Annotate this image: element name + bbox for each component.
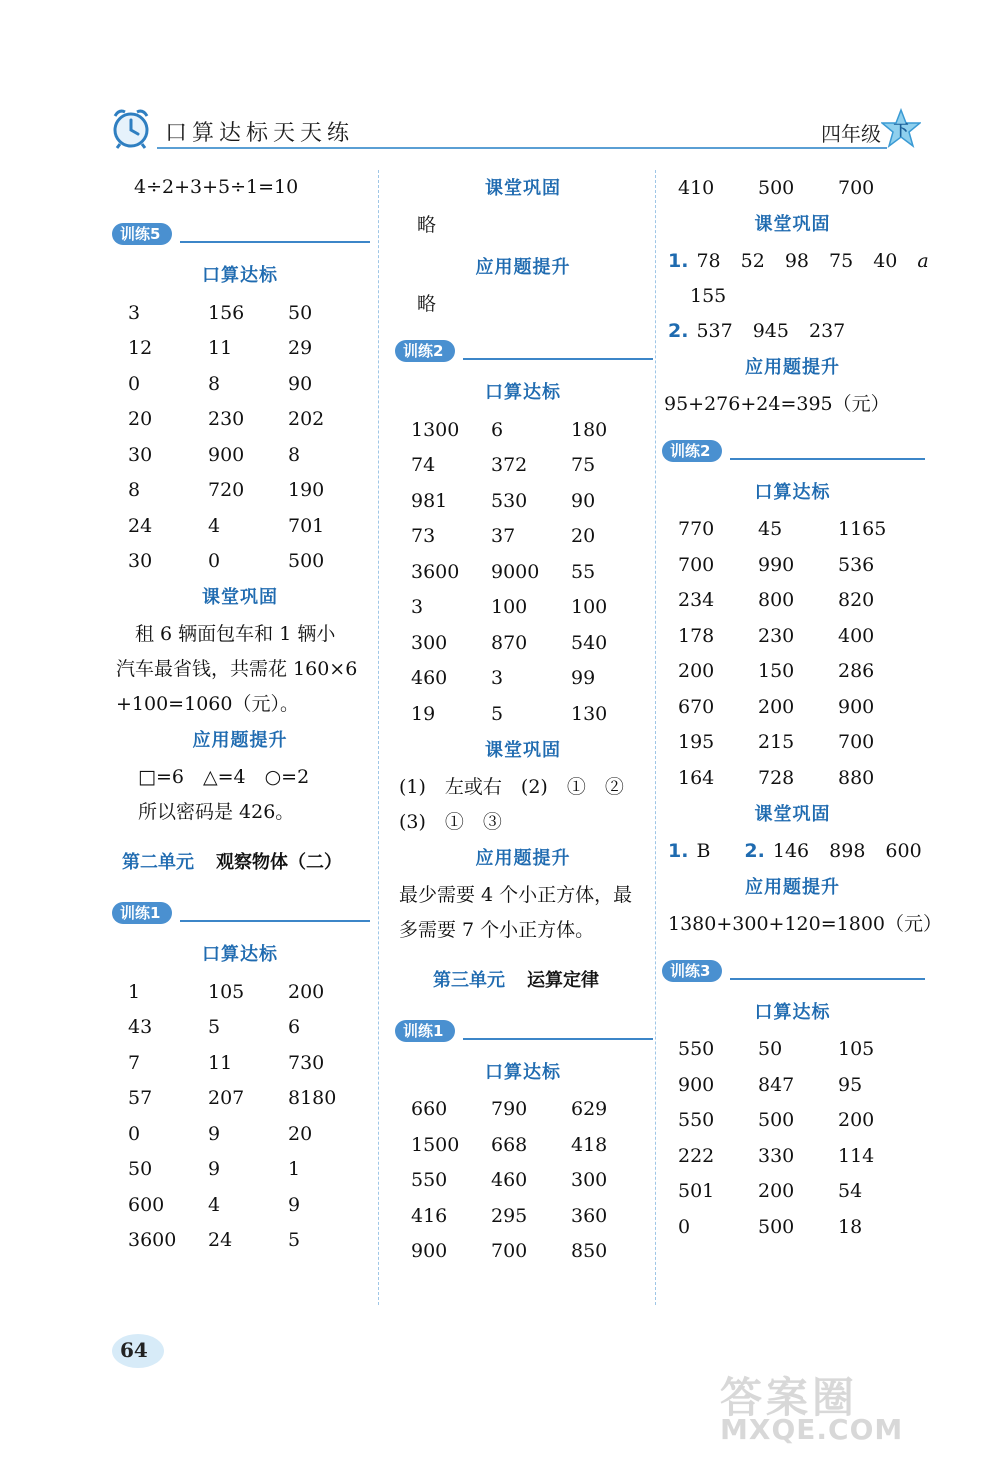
table-cell: 400 <box>838 624 875 647</box>
table-cell: 30 <box>128 443 153 466</box>
answer-table <box>678 170 918 206</box>
table-cell: 330 <box>758 1144 795 1167</box>
table-cell: 5 <box>288 1229 301 1252</box>
section-title: 课堂巩固 <box>202 587 278 608</box>
column-divider <box>378 170 379 1305</box>
table-row <box>411 1092 651 1128</box>
table-cell: 95 <box>838 1073 863 1096</box>
table-row <box>411 412 651 448</box>
table-row <box>128 473 368 509</box>
column-1 <box>110 170 370 1258</box>
table-cell: 1 <box>128 980 141 1003</box>
table-row <box>678 1209 918 1245</box>
table-cell: 50 <box>758 1038 783 1061</box>
training-header <box>393 334 653 370</box>
table-row <box>128 974 368 1010</box>
answer-paragraph: 租 6 辆面包车和 1 辆小 汽车最省钱，共需花 160×6 +100=1060（元）。 <box>116 623 358 715</box>
table-cell: 150 <box>758 660 795 683</box>
table-row <box>128 1223 368 1259</box>
table-cell: 50 <box>288 301 313 324</box>
table-row <box>128 1010 368 1046</box>
table-cell: 847 <box>758 1073 795 1096</box>
table-cell: 1300 <box>411 418 460 441</box>
table-cell: 668 <box>491 1133 528 1156</box>
table-cell: 790 <box>491 1098 528 1121</box>
table-row <box>411 590 651 626</box>
table-cell: 30 <box>128 550 153 573</box>
header-rule <box>157 147 887 149</box>
table-cell: 105 <box>208 980 245 1003</box>
answer-line: 1380+300+120=1800（元） <box>668 912 942 935</box>
table-cell: 286 <box>838 660 875 683</box>
training-header <box>660 434 925 470</box>
table-row <box>678 1174 918 1210</box>
section-title: 应用题提升 <box>745 876 840 898</box>
table-cell: 550 <box>678 1109 715 1132</box>
table-row <box>678 547 918 583</box>
table-row <box>678 1032 918 1068</box>
table-row <box>678 689 918 725</box>
table-cell: 200 <box>678 660 715 683</box>
table-cell: 9000 <box>491 560 540 583</box>
table-row <box>411 625 651 661</box>
table-cell: 3 <box>411 596 424 619</box>
table-cell: 900 <box>411 1240 448 1263</box>
table-cell: 820 <box>838 589 875 612</box>
grade-label: 四年级 <box>821 122 881 146</box>
answer-line: 155 <box>690 284 727 307</box>
answer-paragraph: □=6 △=4 ○=2 所以密码是 426。 <box>138 766 310 823</box>
table-cell: 600 <box>128 1193 165 1216</box>
volume-star-icon <box>881 108 921 148</box>
table-cell: 230 <box>758 624 795 647</box>
table-cell: 500 <box>758 1215 795 1238</box>
table-cell: 418 <box>571 1133 608 1156</box>
table-cell: 55 <box>571 560 596 583</box>
table-cell: 7 <box>128 1051 141 1074</box>
table-cell: 981 <box>411 489 448 512</box>
section-title: 课堂巩固 <box>485 739 561 761</box>
table-cell: 12 <box>128 337 153 360</box>
table-row <box>128 366 368 402</box>
table-cell: 11 <box>208 1051 233 1074</box>
table-cell: 372 <box>491 454 528 477</box>
table-cell: 1500 <box>411 1133 460 1156</box>
table-cell: 19 <box>411 702 436 725</box>
table-row <box>678 760 918 796</box>
training-badge: 训练2 <box>662 440 722 462</box>
table-cell: 178 <box>678 624 715 647</box>
table-cell: 1165 <box>838 518 887 541</box>
training-header <box>110 217 370 253</box>
table-cell: 6 <box>288 1016 301 1039</box>
table-cell: 200 <box>758 695 795 718</box>
section-title: 口算达标 <box>754 1001 831 1023</box>
table-cell: 700 <box>491 1240 528 1263</box>
table-cell: 202 <box>288 408 325 431</box>
table-cell: 29 <box>288 337 313 360</box>
table-cell: 156 <box>208 301 245 324</box>
table-cell: 660 <box>411 1098 448 1121</box>
answer-paragraph: 最少需要 4 个小正方体，最 多需要 7 个小正方体。 <box>399 883 633 941</box>
table-cell: 4 <box>208 514 221 537</box>
table-cell: 99 <box>571 667 596 690</box>
training-header <box>660 954 925 990</box>
table-cell: 416 <box>411 1204 448 1227</box>
section-title: 应用题提升 <box>475 847 571 869</box>
table-cell: 200 <box>838 1109 875 1132</box>
answer-line: 95+276+24=395（元） <box>664 392 890 415</box>
table-cell: 90 <box>288 372 313 395</box>
table-row <box>678 1067 918 1103</box>
table-cell: 164 <box>678 766 715 789</box>
table-cell: 130 <box>571 702 608 725</box>
answer-text: 略 <box>417 293 437 315</box>
table-cell: 540 <box>571 631 608 654</box>
training-header <box>110 896 370 932</box>
table-cell: 20 <box>571 525 596 548</box>
table-cell: 11 <box>208 337 233 360</box>
table-cell: 18 <box>838 1215 863 1238</box>
table-cell: 0 <box>128 1122 141 1145</box>
equation-line: 4÷2+3+5÷1=10 <box>134 176 299 198</box>
table-row <box>411 554 651 590</box>
table-cell: 536 <box>838 553 875 576</box>
table-cell: 720 <box>208 479 245 502</box>
book-title: 口算达标天天练 <box>165 121 355 146</box>
table-cell: 900 <box>208 443 245 466</box>
table-cell: 54 <box>838 1180 863 1203</box>
table-row <box>128 508 368 544</box>
table-cell: 460 <box>411 667 448 690</box>
table-cell: 500 <box>288 550 325 573</box>
table-cell: 770 <box>678 518 715 541</box>
table-cell: 20 <box>288 1122 313 1145</box>
table-cell: 3600 <box>128 1229 177 1252</box>
section-title: 应用题提升 <box>745 356 840 378</box>
table-cell: 200 <box>758 1180 795 1203</box>
table-row <box>128 437 368 473</box>
table-cell: 850 <box>571 1240 608 1263</box>
table-row: 410 500 700 <box>678 176 875 199</box>
answer-table <box>128 295 368 579</box>
training-badge: 训练3 <box>662 960 722 982</box>
column-3 <box>660 170 942 1245</box>
table-cell: 300 <box>571 1169 608 1192</box>
table-cell: 295 <box>491 1204 528 1227</box>
table-cell: 57 <box>128 1087 153 1110</box>
table-row <box>411 448 651 484</box>
table-row <box>678 512 918 548</box>
table-cell: 3 <box>128 301 141 324</box>
table-row <box>128 402 368 438</box>
table-cell: 500 <box>758 1109 795 1132</box>
table-row <box>411 1163 651 1199</box>
answer-line: 1. 78 52 98 75 40 a <box>668 249 929 272</box>
table-cell: 50 <box>128 1158 153 1181</box>
table-cell: 670 <box>678 695 715 718</box>
table-row <box>411 696 651 732</box>
table-row <box>678 583 918 619</box>
table-row <box>411 483 651 519</box>
table-cell: 114 <box>838 1144 875 1167</box>
table-row <box>128 1187 368 1223</box>
table-cell: 300 <box>411 631 448 654</box>
table-row <box>678 618 918 654</box>
table-cell: 3 <box>491 667 504 690</box>
table-cell: 8180 <box>288 1087 337 1110</box>
table-row <box>128 1116 368 1152</box>
table-cell: 701 <box>288 514 325 537</box>
table-cell: 8 <box>208 372 221 395</box>
table-row <box>411 519 651 555</box>
table-cell: 629 <box>571 1098 608 1121</box>
answer-table <box>678 1032 918 1245</box>
table-row <box>678 654 918 690</box>
table-row <box>128 1081 368 1117</box>
table-cell: 207 <box>208 1087 245 1110</box>
training-badge: 训练2 <box>395 340 455 362</box>
table-cell: 728 <box>758 766 795 789</box>
table-cell: 0 <box>208 550 221 573</box>
table-cell: 45 <box>758 518 783 541</box>
table-cell: 9 <box>208 1158 221 1181</box>
table-cell: 74 <box>411 454 436 477</box>
table-cell: 5 <box>491 702 504 725</box>
page-number: 64 <box>120 1338 148 1362</box>
table-cell: 73 <box>411 525 436 548</box>
section-title: 口算达标 <box>754 481 831 503</box>
table-cell: 530 <box>491 489 528 512</box>
table-row <box>128 295 368 331</box>
table-cell: 105 <box>838 1038 875 1061</box>
training-badge: 训练1 <box>395 1020 455 1042</box>
section-title: 口算达标 <box>485 382 561 403</box>
table-cell: 6 <box>491 418 504 441</box>
section-title: 课堂巩固 <box>485 178 561 199</box>
table-cell: 75 <box>571 454 596 477</box>
volume-label: 下 <box>893 121 909 139</box>
alarm-clock-icon <box>109 106 153 150</box>
table-cell: 234 <box>678 589 715 612</box>
table-cell: 195 <box>678 731 715 754</box>
training-badge: 训练1 <box>112 902 172 924</box>
answer-line: 1. B 2. 146 898 600 <box>668 839 922 862</box>
table-cell: 880 <box>838 766 875 789</box>
section-title: 口算达标 <box>202 265 278 286</box>
answer-table <box>411 412 651 732</box>
table-cell: 190 <box>288 479 325 502</box>
table-cell: 9 <box>288 1193 301 1216</box>
page-header <box>105 100 925 160</box>
table-cell: 90 <box>571 489 596 512</box>
table-cell: 37 <box>491 525 516 548</box>
answer-paragraph: (1) 左或右 (2) ① ② (3) ① ③ <box>399 775 624 833</box>
watermark-logo: 答案圈 MXQE.COM <box>720 1373 904 1446</box>
answer-text: 略 <box>417 214 437 236</box>
table-cell: 200 <box>288 980 325 1003</box>
table-cell: 360 <box>571 1204 608 1227</box>
column-divider <box>655 170 656 1305</box>
table-cell: 800 <box>758 589 795 612</box>
section-title: 应用题提升 <box>475 257 571 278</box>
table-cell: 100 <box>571 596 608 619</box>
table-row <box>678 725 918 761</box>
table-row <box>128 331 368 367</box>
table-cell: 990 <box>758 553 795 576</box>
answer-table <box>678 512 918 796</box>
answer-table <box>411 1092 651 1270</box>
table-cell: 24 <box>208 1229 233 1252</box>
table-cell: 700 <box>838 731 875 754</box>
table-cell: 43 <box>128 1016 153 1039</box>
table-cell: 550 <box>678 1038 715 1061</box>
table-cell: 8 <box>128 479 141 502</box>
answer-table <box>128 974 368 1258</box>
section-title: 口算达标 <box>202 944 278 965</box>
table-cell: 9 <box>208 1122 221 1145</box>
table-cell: 222 <box>678 1144 715 1167</box>
unit-title: 第二单元 观察物体（二） <box>122 852 342 873</box>
table-row <box>128 1152 368 1188</box>
answer-line: 2. 537 945 237 <box>668 319 846 342</box>
table-cell: 5 <box>208 1016 221 1039</box>
table-cell: 3600 <box>411 560 460 583</box>
table-cell: 730 <box>288 1051 325 1074</box>
table-cell: 700 <box>678 553 715 576</box>
section-title: 口算达标 <box>485 1061 561 1083</box>
section-title: 课堂巩固 <box>754 803 831 825</box>
table-cell: 20 <box>128 408 153 431</box>
section-title: 应用题提升 <box>192 730 288 751</box>
table-cell: 460 <box>491 1169 528 1192</box>
table-cell: 180 <box>571 418 608 441</box>
table-cell: 24 <box>128 514 153 537</box>
column-2 <box>393 170 653 1269</box>
table-cell: 870 <box>491 631 528 654</box>
table-row <box>678 1138 918 1174</box>
table-row <box>411 661 651 697</box>
table-cell: 900 <box>838 695 875 718</box>
training-header <box>393 1014 653 1050</box>
table-cell: 8 <box>288 443 301 466</box>
section-title: 课堂巩固 <box>754 213 831 235</box>
table-row <box>411 1127 651 1163</box>
table-cell: 0 <box>128 372 141 395</box>
table-cell: 1 <box>288 1158 301 1181</box>
table-row <box>411 1198 651 1234</box>
table-row <box>128 544 368 580</box>
table-cell: 550 <box>411 1169 448 1192</box>
table-cell: 501 <box>678 1180 715 1203</box>
table-cell: 900 <box>678 1073 715 1096</box>
table-row <box>678 1103 918 1139</box>
table-row <box>128 1045 368 1081</box>
unit-title: 第三单元 运算定律 <box>433 969 599 991</box>
table-cell: 230 <box>208 408 245 431</box>
table-row <box>411 1234 651 1270</box>
training-badge: 训练5 <box>112 223 172 245</box>
table-cell: 100 <box>491 596 528 619</box>
table-cell: 215 <box>758 731 795 754</box>
table-cell: 0 <box>678 1215 691 1238</box>
table-cell: 4 <box>208 1193 221 1216</box>
